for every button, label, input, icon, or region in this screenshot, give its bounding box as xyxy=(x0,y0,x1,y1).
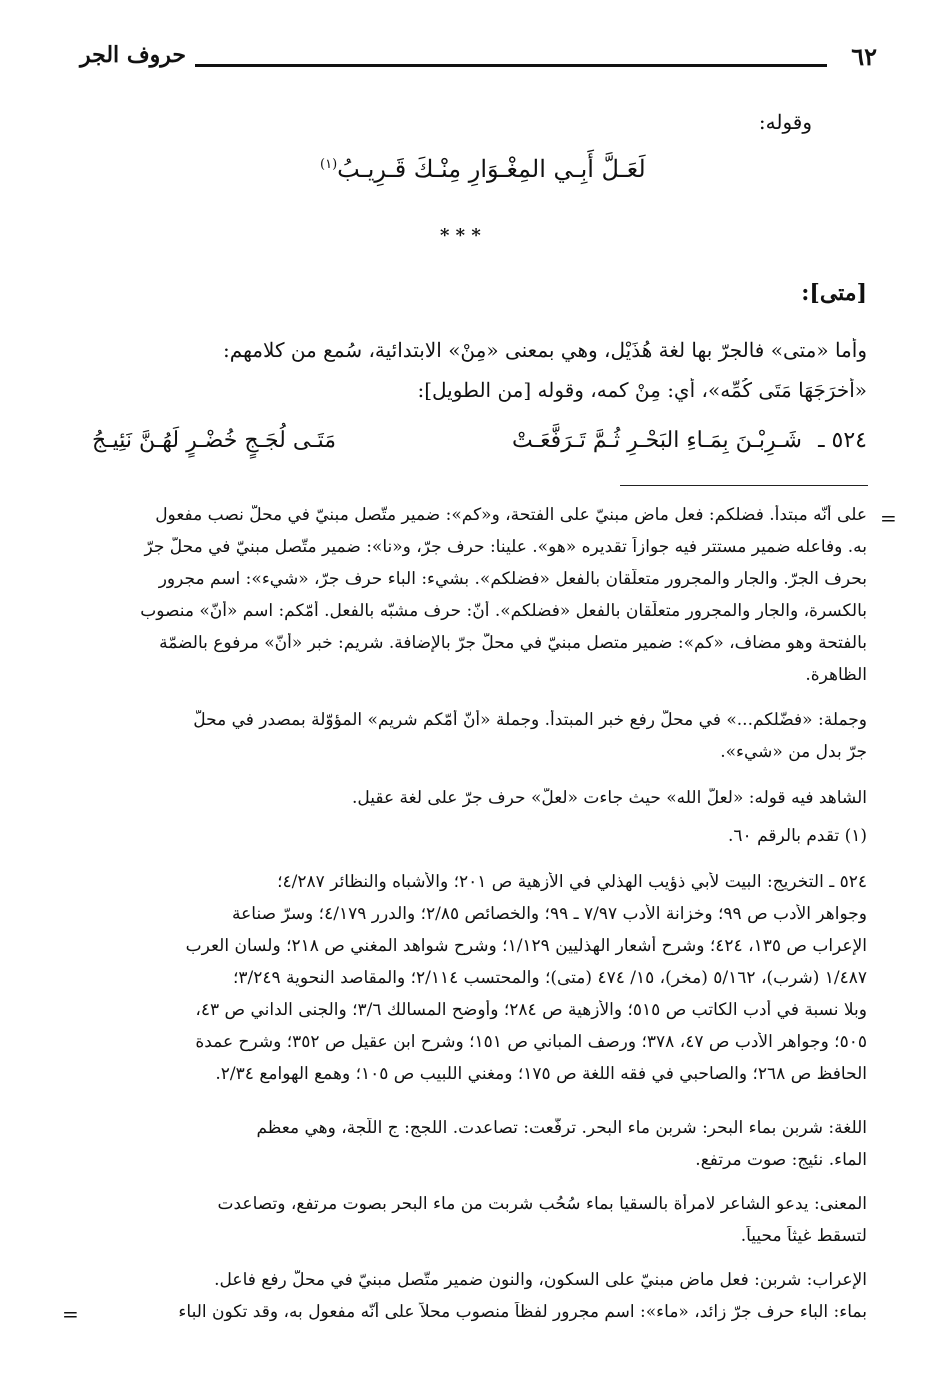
note-line: بالفتحة وهو مضاف، «كم»: ضمير متصل مبنيّ في محلّ جرّ بالإضافة. شريم: خبر «أنّ» مرفوع بالضمّة xyxy=(159,633,867,653)
verse-1-text: لَعَـلَّ أَبِـي المِغْـوَارِ مِنْـكَ قَـرِيـبُ xyxy=(337,155,646,183)
verse-2-number: ٥٢٤ ـ xyxy=(818,428,867,453)
takhrij-line: الحافظ ص ٢٦٨؛ والصاحبي في فقه اللغة ص ١٧٥؛ ومغني اللبيب ص ١٠٥؛ وهمع الهوامع ٢/٣٤. xyxy=(215,1064,867,1084)
continuation-mark: = xyxy=(880,506,897,530)
verse-1 xyxy=(320,155,646,183)
verse-2-left-hemistich: مَتَـى لُجَـجٍ خُضْـرٍ لَهُـنَّ نَئِيـجُ xyxy=(92,428,337,453)
takhrij-line: وجواهر الأدب ص ٩٩؛ وخزانة الأدب ٧/٩٧ ـ ٩٩؛ والخصائص ٢/٨٥؛ والدرر ٤/١٧٩؛ وسرّ صناعة xyxy=(232,904,867,924)
note-line: الشاهد فيه قوله: «لعلّ الله» حيث جاءت «لعلّ» حرف جرّ على لغة عقيل. xyxy=(351,788,867,808)
section-title: [متى]: xyxy=(801,280,867,306)
maana-line: المعنى: يدعو الشاعر لامرأة بالسقيا بماء سُحُب شربت من ماء البحر بصوت مرتفع، وتصاعدت xyxy=(217,1194,867,1214)
note-line: بالكسرة، والجار والمجرور متعلّقان بالفعل «فضلكم». أنّ: حرف مشبّه بالفعل. أمّكم: اسم «أنّ» منصوب xyxy=(140,601,867,621)
irab-line: بماء: الباء حرف جرّ زائد، «ماء»: اسم مجرور لفظاً منصوب محلاً على أنّه مفعول به، وقد تكون الباء xyxy=(178,1302,867,1322)
note-line: به. وفاعله ضمير مستتر فيه جوازاً تقديره «هو». علينا: حرف جرّ، و«نا»: ضمير متّصل مبنيّ في محلّ جرّ xyxy=(144,537,867,557)
note-line: بحرف الجرّ. والجار والمجرور متعلّقان بالفعل «فضلكم». بشيء: الباء حرف جرّ، «شيء»: اسم مجرور xyxy=(158,569,867,589)
page-number: ٦٢ xyxy=(851,42,877,71)
takhrij-line: الإعراب ص ١٣٥، ٤٢٤؛ وشرح أشعار الهذليين ١/١٢٩؛ وشرح شواهد المغني ص ٢١٨؛ ولسان العرب xyxy=(185,936,867,956)
footnote-ref: (١) xyxy=(320,157,338,172)
separator-stars: * * * xyxy=(440,225,481,246)
body-line: «أخرَجَهَا مَتَى كُمِّه»، أي: مِنْ كمه، وقوله [من الطويل]: xyxy=(417,378,867,402)
verse-2-right-hemistich: شَـرِبْـنَ بِمَـاءِ البَحْـرِ ثُـمَّ تَـرَفَّعَـتْ xyxy=(512,428,802,453)
note-line: جرّ بدل من «شيء». xyxy=(720,742,867,762)
body-line: وأما «متى» فالجرّ بها لغة هُذَيْل، وهي بمعنى «مِنْ» الابتدائية، سُمع من كلامهم: xyxy=(223,338,867,362)
footnote-rule xyxy=(620,485,868,486)
takhrij-line: وبلا نسبة في أدب الكاتب ص ٥١٥؛ والأزهية ص ٢٨٤؛ وأوضح المسالك ٣/٦؛ والجنى الداني ص ٤٣، xyxy=(195,1000,867,1020)
lugha-line: اللغة: شربن بماء البحر: شربن ماء البحر. ترفّعت: تصاعدت. اللجج: ج اللّجة، وهي معظم xyxy=(256,1118,867,1138)
running-title: حروف الجر xyxy=(80,42,186,68)
continuation-mark-bottom: = xyxy=(62,1302,79,1326)
takhrij-line: ٥٢٤ ـ التخريج: البيت لأبي ذؤيب الهذلي في الأزهية ص ٢٠١؛ والأشباه والنظائر ٤/٢٨٧؛ xyxy=(277,872,867,892)
irab-line: الإعراب: شربن: فعل ماضٍ مبنيّ على السكون، والنون ضمير متّصل مبنيّ في محلّ رفع فاعل. xyxy=(214,1270,867,1290)
maana-line: لتسقط غيثاً محيياً. xyxy=(740,1226,867,1246)
intro-text: وقوله: xyxy=(758,110,812,134)
takhrij-line: ٥٠٥؛ وجواهر الأدب ص ٤٧، ٣٧٨؛ ورصف المباني ص ١٥١؛ وشرح ابن عقيل ص ٣٥٢؛ وشرح عمدة xyxy=(195,1032,867,1052)
lugha-line: الماء. نئيج: صوت مرتفع. xyxy=(695,1150,867,1170)
header-rule xyxy=(195,64,827,67)
note-line: الظاهرة. xyxy=(805,665,867,685)
note-line: وجملة: «فضّلكم...» في محلّ رفع خبر المبتدأ. وجملة «أنّ أمّكم شريم» المؤوّلة بمصدر في محلّ xyxy=(193,710,867,730)
footnote-1: (١) تقدم بالرقم ٦٠. xyxy=(728,826,867,846)
note-line: على أنّه مبتدأ. فضلكم: فعل ماضٍ مبنيّ على الفتحة، و«كم»: ضمير متّصل مبنيّ في محلّ نصب مفعول xyxy=(155,505,867,525)
takhrij-line: ١/٤٨٧ (شرب)، ٥/١٦٢ (مخر)، ١٥/ ٤٧٤ (متى)؛ والمحتسب ٢/١١٤؛ والمقاصد النحوية ٣/٢٤٩؛ xyxy=(232,968,867,988)
